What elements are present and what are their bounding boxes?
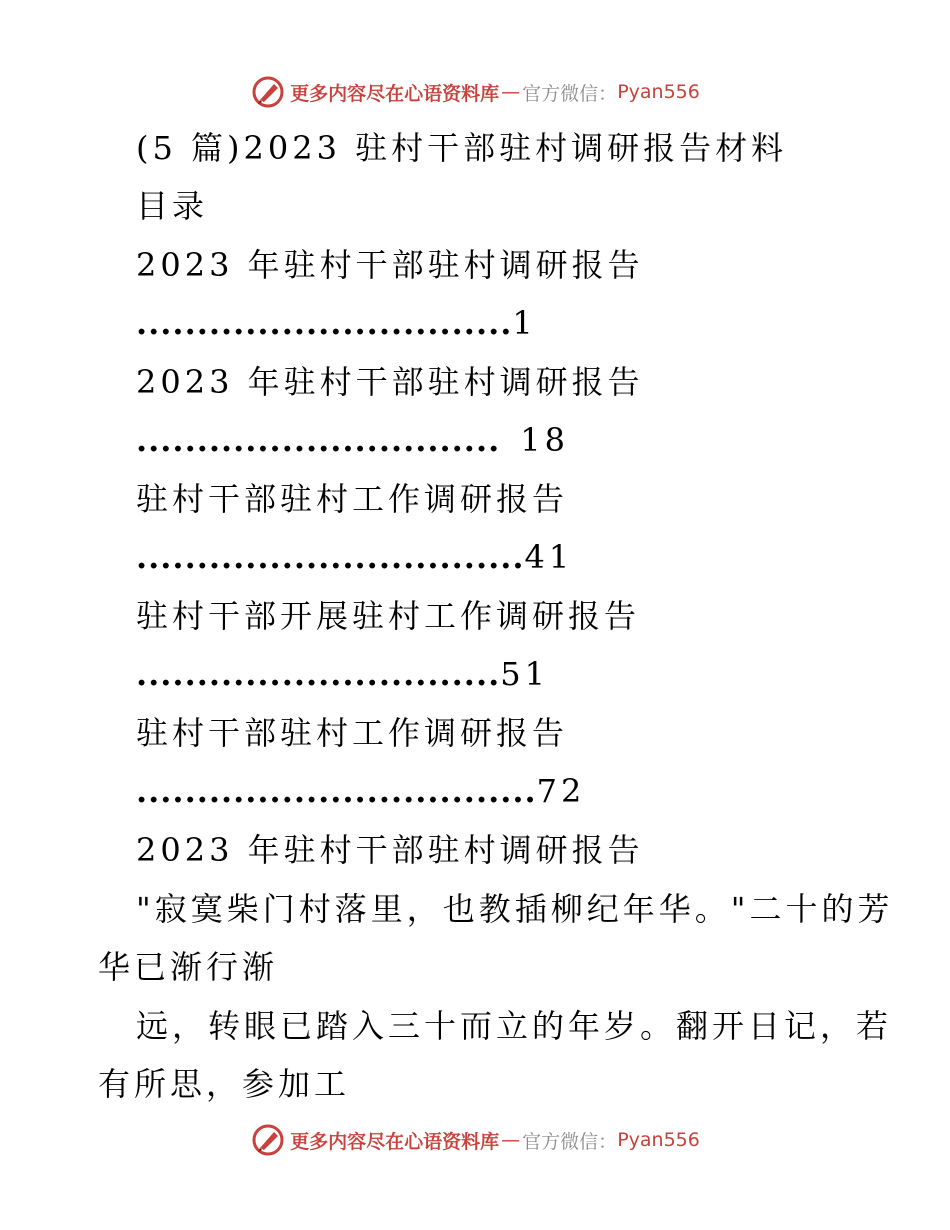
body-paragraph-line: 有所思，参加工 <box>98 1065 351 1103</box>
toc-dot-leader: ................................ <box>136 538 525 576</box>
body-paragraph-line: "寂寞柴门村落里，也教插柳纪年华。"二十的芳 <box>136 890 894 928</box>
toc-entry-leader <box>136 654 549 694</box>
document-title: (5 篇)2023 驻村干部驻村调研报告材料 <box>136 129 788 167</box>
toc-entry-leader <box>136 771 585 811</box>
header-banner <box>0 72 950 112</box>
body-paragraph-line: 远，转眼已踏入三十而立的年岁。翻开日记，若 <box>136 1007 893 1045</box>
toc-entry-leader <box>136 537 573 577</box>
banner-dash: — <box>501 81 521 103</box>
pen-logo-icon <box>250 74 286 110</box>
toc-entry-leader <box>136 420 569 460</box>
toc-entry-title[interactable]: 2023 年驻村干部驻村调研报告 <box>136 363 644 401</box>
toc-entry-title[interactable]: 驻村干部驻村工作调研报告 <box>136 480 569 518</box>
banner-wechat-id: Pyan556 <box>617 1129 700 1151</box>
section-title: 2023 年驻村干部驻村调研报告 <box>136 831 644 869</box>
toc-dot-leader: .............................. <box>136 421 501 459</box>
toc-page-number[interactable]: 1 <box>512 304 537 342</box>
banner-main-text: 更多内容尽在心语资料库 <box>290 1130 500 1153</box>
toc-entry-title[interactable]: 2023 年驻村干部驻村调研报告 <box>136 246 644 284</box>
toc-page-number[interactable]: 18 <box>520 421 569 459</box>
banner-label: 官方微信： <box>522 1130 618 1153</box>
toc-entry-title[interactable]: 驻村干部开展驻村工作调研报告 <box>136 597 641 635</box>
banner-label: 官方微信： <box>522 82 618 105</box>
toc-page-number[interactable]: 72 <box>536 772 586 810</box>
body-paragraph-line: 华已渐行渐 <box>98 948 279 986</box>
toc-entry-title[interactable]: 驻村干部驻村工作调研报告 <box>136 714 569 752</box>
banner-main-text: 更多内容尽在心语资料库 <box>290 82 500 105</box>
toc-dot-leader: ............................... <box>136 304 513 342</box>
toc-entry-leader <box>136 303 537 343</box>
toc-dot-leader: .............................. <box>136 655 501 693</box>
footer-banner <box>0 1120 950 1160</box>
toc-dot-leader: ................................. <box>136 772 537 810</box>
toc-heading: 目录 <box>136 187 209 225</box>
toc-page-number[interactable]: 51 <box>500 655 549 693</box>
banner-wechat-id: Pyan556 <box>617 81 700 103</box>
pen-logo-icon <box>250 1122 286 1158</box>
banner-dash: — <box>501 1129 521 1151</box>
toc-page-number[interactable]: 41 <box>524 538 574 576</box>
